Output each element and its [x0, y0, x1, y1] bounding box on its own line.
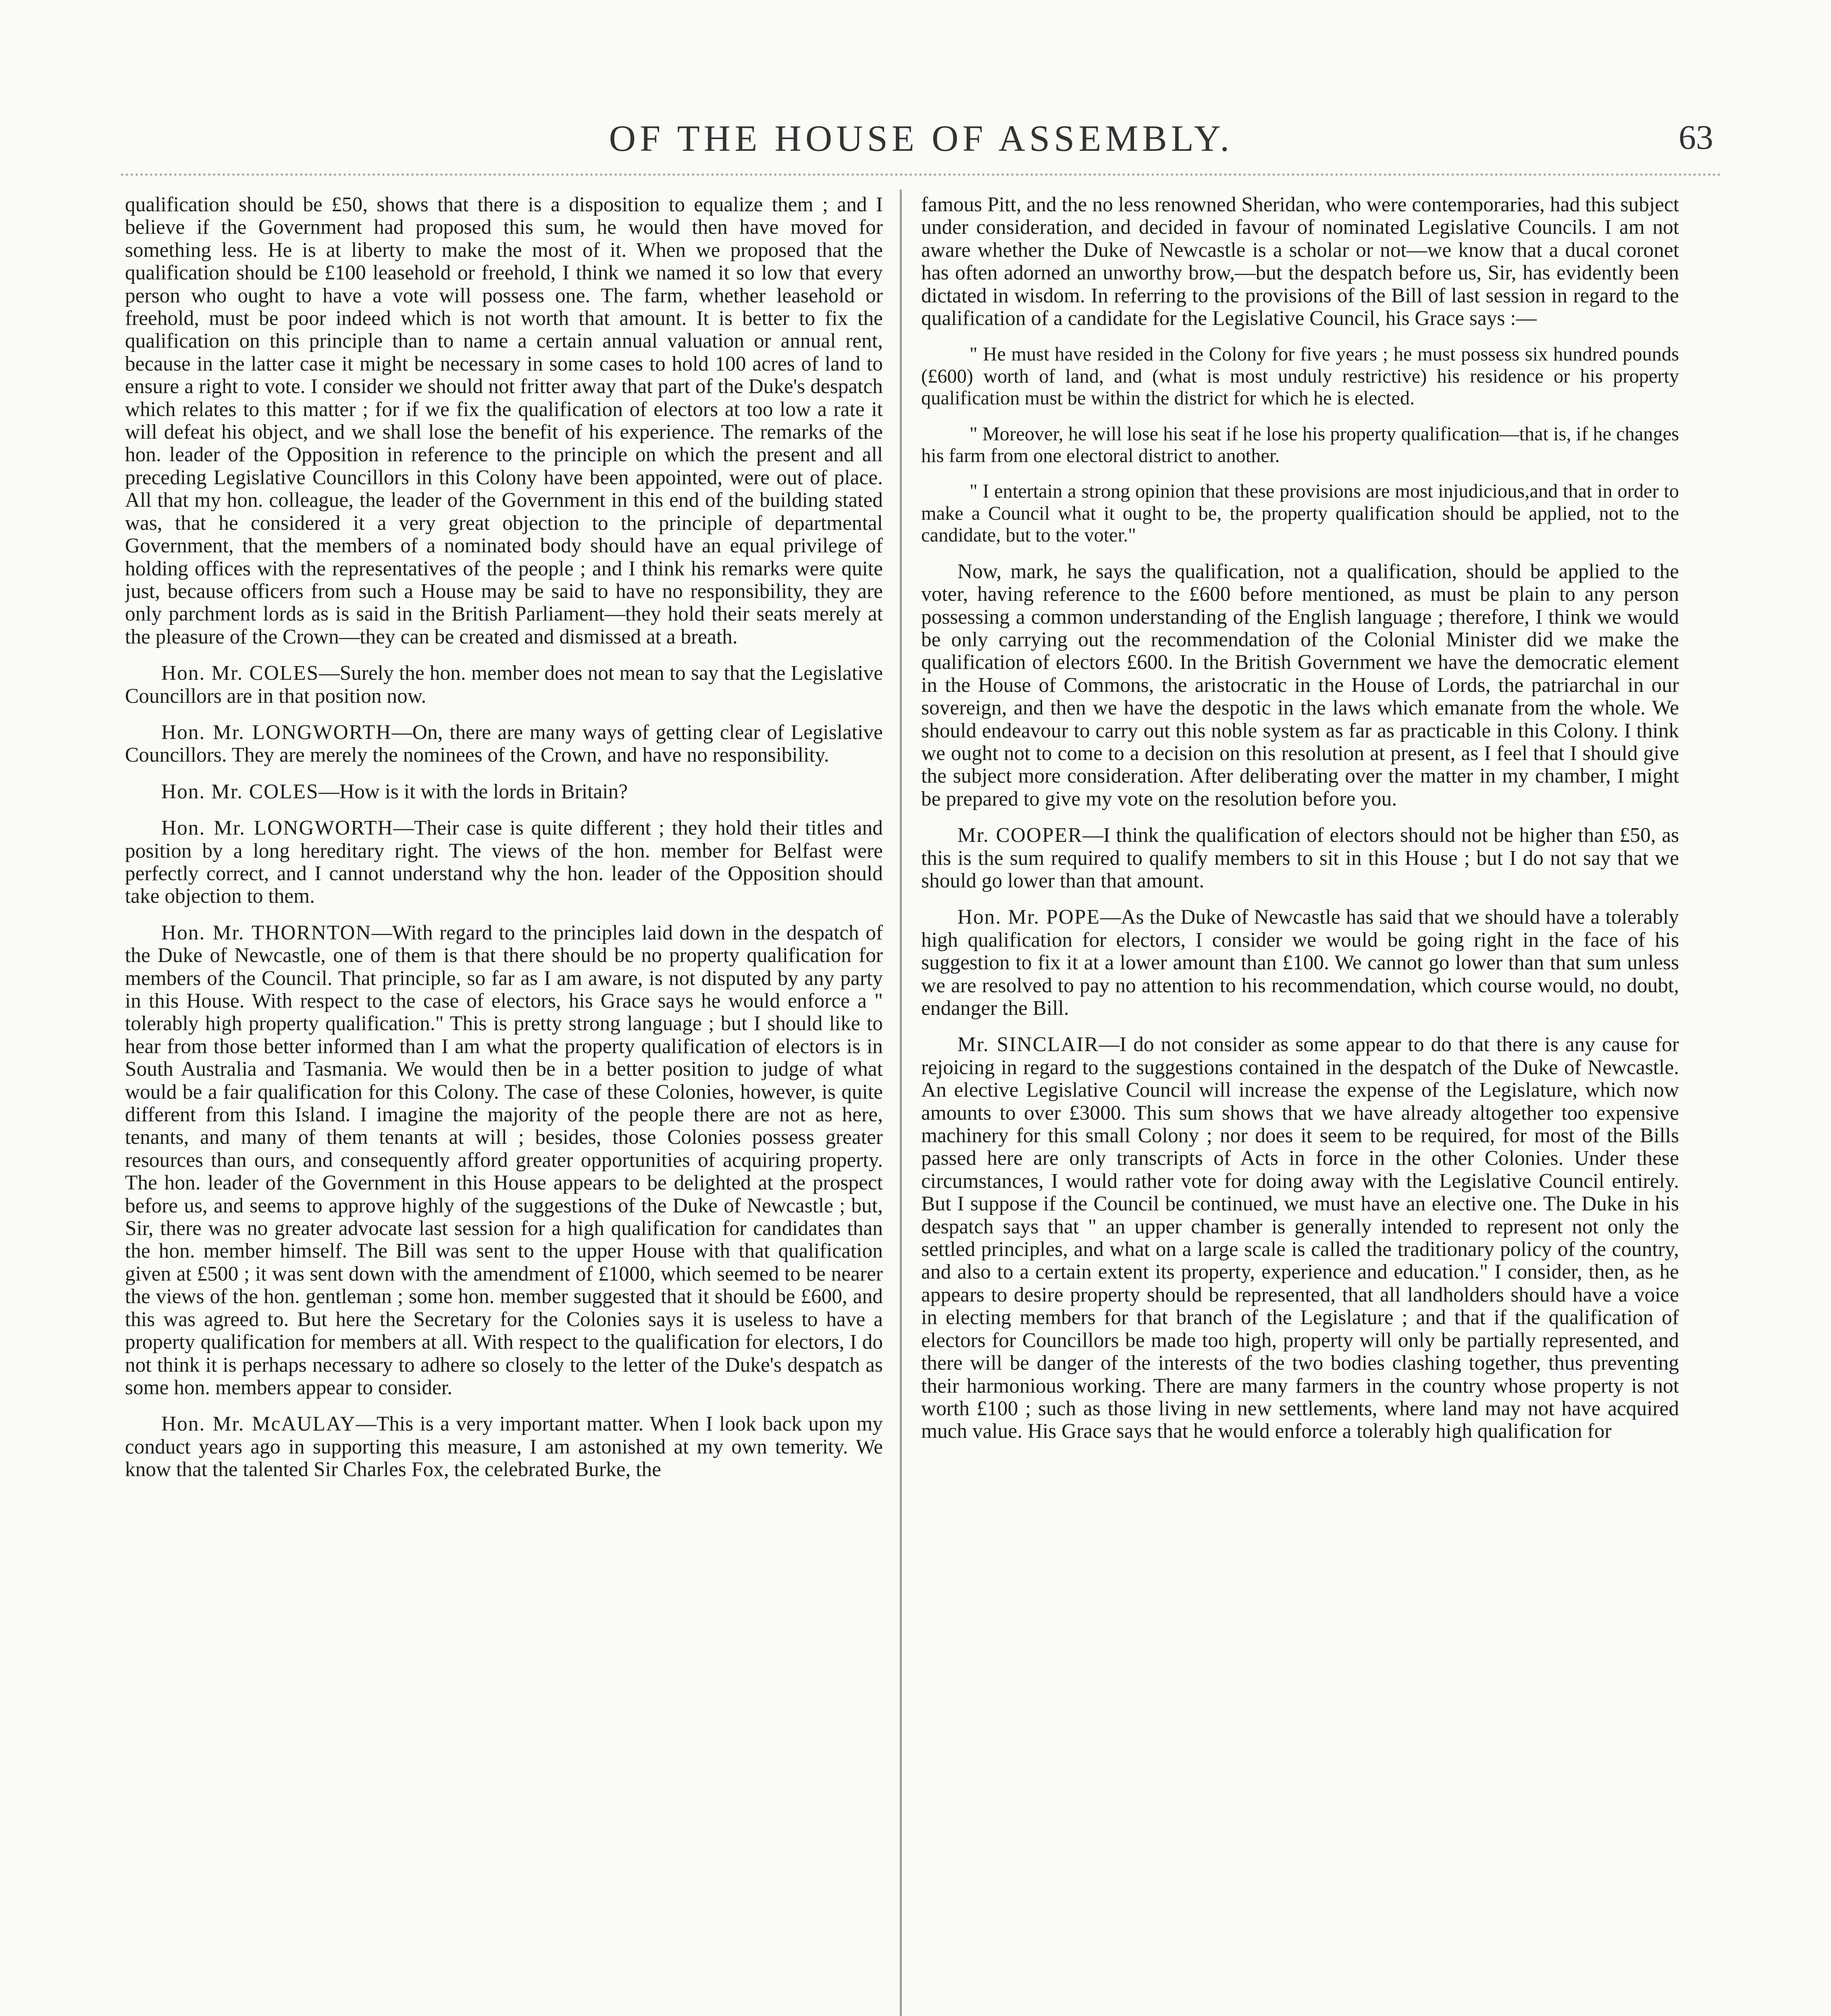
speaker-name: Hon. Mr. THORNTON [161, 921, 372, 944]
speaker-name: Hon. Mr. POPE [957, 906, 1100, 929]
paragraph-text: famous Pitt, and the no less renowned Sheridan, who were contemporaries, had this subject under consideration, and decided in favour of nominated Legislative Councils. I am not aware whether the Duke of Newcastle is a scholar or not—we know that a ducal coronet has often adorned an unworthy brow,—but the despatch before us, Sir, has evidently been dictated in wisdom. In referring to the provisions of the Bill of last session in regard to the qualification of a candidate for the Legislative Council, his Grace says :— [921, 194, 1679, 330]
paragraph-text: —On, there are many ways of getting clear of Legislative Councillors. They are merely the nominees of the Crown, and have no responsibility. [125, 721, 883, 767]
paragraph-text: —This is a very important matter. When I look back upon my conduct years ago in supporting this measure, I am astonished at my own temerity. We know that the talented Sir Charles Fox, the celebrated Burke, the [125, 1412, 883, 1481]
paragraph-text: —As the Duke of Newcastle has said that we should have a tolerably high qualification for electors, I consider we would be going right in the face of his suggestion to fix it at a lower amount than £100. We cannot go lower than that sum unless we are resolved to pay no attention to his recommendation, which course would, no doubt, endanger the Bill. [921, 906, 1679, 1020]
speaker-name: Hon. Mr. LONGWORTH [161, 721, 392, 744]
left-column [125, 194, 883, 2016]
paragraph-text: —I think the qualification of electors should not be higher than £50, as this is the sum required to qualify members to sit in this House ; but I do not say that we should go lower than that amount. [921, 824, 1679, 892]
speaker-name: Hon. Mr. LONGWORTH [161, 816, 393, 840]
paragraph [921, 1033, 1679, 1443]
paragraph-text: —Surely the hon. member does not mean to say that the Legislative Councillors are in that position now. [125, 662, 883, 708]
quoted-paragraph [921, 481, 1679, 546]
paragraph [125, 817, 883, 908]
quoted-paragraph [921, 344, 1679, 409]
paragraph [125, 721, 883, 767]
paragraph-text: Now, mark, he says the qualification, not a qualification, should be applied to the voter, having reference to the £600 before mentioned, as must be plain to any person possessing a common understanding of the English language ; therefore, I think we would be only carrying out the recommendation of the Colonial Minister did we make the qualification of electors £600. In the British Government we have the democratic element in the House of Commons, the aristocratic in the House of Lords, the patriarchal in our sovereign, and then we have the despotic in the laws which emanate from the whole. We should endeavour to carry out this noble system as far as practicable in this Colony. I think we ought not to come to a decision on this resolution at present, as I feel that I should give the subject more consideration. After deliberating over the matter in my chamber, I might be prepared to give my vote on the resolution before you. [921, 560, 1679, 810]
paragraph-text: —With regard to the principles laid down in the despatch of the Duke of Newcastle, one of them is that there should be no property qualification for members of the Council. That principle, so far as I am aware, is not disputed by any party in this House. With respect to the case of electors, his Grace says he would enforce a " tolerably high property qualification." This is pretty strong language ; but I should like to hear from those better informed than I am what the property qualification of electors is in South Australia and Tasmania. We would then be in a better position to judge of what would be a fair qualification for this Colony. The case of these Colonies, however, is quite different from this Island. I imagine the majority of the people there are not as here, tenants, and many of them tenants at will ; besides, those Colonies possess greater resources than ours, and consequently afford greater opportunities of acquiring property. The hon. leader of the Government in this House appears to be delighted at the prospect before us, and seems to approve highly of the suggestions of the Duke of Newcastle ; but, Sir, there was no greater advocate last session for a high qualification for candidates than the hon. member himself. The Bill was sent to the upper House with that qualification given at £500 ; it was sent down with the amendment of £1000, which seemed to be nearer the views of the hon. gentleman ; some hon. member suggested that it should be £600, and this was agreed to. But here the Secretary for the Colonies says it is useless to have a property qualification for members at all. With respect to the qualification for electors, I do not think it is perhaps necessary to adhere so closely to the letter of the Duke's despatch as some hon. members appear to consider. [125, 921, 883, 1399]
column-divider [900, 190, 902, 2016]
paragraph [921, 906, 1679, 1020]
paragraph-text: qualification should be £50, shows that there is a disposition to equalize them ; and I believe if the Government had proposed this sum, he would then have moved for something less. He is at liberty to make the most of it. When we proposed that the qualification should be £100 leasehold or freehold, I think we named it so low that every person who ought to have a vote will possess one. The farm, whether leasehold or freehold, must be poor indeed which is not worth that amount. It is better to fix the qualification on this principle than to name a certain annual valuation or annual rent, because in the latter case it might be necessary in some cases to hold 100 acres of land to ensure a right to vote. I consider we should not fritter away that part of the Duke's despatch which relates to this matter ; for if we fix the qualification of electors at too low a rate it will defeat his object, and we shall lose the benefit of his experience. The remarks of the hon. leader of the Opposition in reference to the principle on which the present and all preceding Legislative Councillors in this Colony have been appointed, were out of place. All that my hon. colleague, the leader of the Government in this end of the building stated was, that he considered it a very great objection to the principle of departmental Government, that the members of a nominated body should have an equal privilege of holding offices with the representatives of the people ; and I think his remarks were quite just, because officers from such a House may be said to have no responsibility, they are only parchment lords as is said in the British Parliament—they hold their seats merely at the pleasure of the Crown—they can be created and dismissed at a breath. [125, 194, 883, 648]
paragraph-text: —How is it with the lords in Britain? [318, 780, 628, 803]
speaker-name: Hon. Mr. McAULAY [161, 1412, 356, 1436]
paragraph [125, 781, 883, 803]
paragraph [125, 662, 883, 708]
paragraph-text: —Their case is quite different ; they hold their titles and position by a long hereditary right. The views of the hon. member for Belfast were perfectly correct, and I cannot understand why the hon. leader of the Opposition should take objection to them. [125, 816, 883, 908]
speaker-name: Mr. SINCLAIR [957, 1033, 1099, 1056]
right-column [921, 194, 1679, 2016]
speaker-name: Mr. COOPER [957, 824, 1083, 847]
speaker-name: Hon. Mr. COLES [161, 662, 319, 685]
paragraph-text: " I entertain a strong opinion that these provisions are most injudicious,and that in order to make a Council what it ought to be, the property qualification should be applied, not to the candidate, but to the voter." [921, 481, 1679, 546]
paragraph [125, 922, 883, 1400]
quoted-paragraph [921, 423, 1679, 467]
paragraph [125, 194, 883, 648]
paragraph-text: " He must have resided in the Colony for five years ; he must possess six hundred pounds (£600) worth of land, and (what is most unduly restrictive) his residence or his property qualification must be within the district for which he is elected. [921, 344, 1679, 409]
paragraph-text: " Moreover, he will lose his seat if he lose his property qualification—that is, if he changes his farm from one electoral district to another. [921, 423, 1679, 467]
header-rule [121, 173, 1721, 176]
paragraph [921, 194, 1679, 330]
paragraph [125, 1413, 883, 1481]
paragraph [921, 824, 1679, 892]
paragraph-text: —I do not consider as some appear to do that there is any cause for rejoicing in regard to the suggestions contained in the despatch of the Duke of Newcastle. An elective Legislative Council will increase the expense of the Legislature, which now amounts to over £3000. This sum shows that we have already altogether too expensive machinery for this small Colony ; nor does it seem to be required, for most of the Bills passed here are only transcripts of Acts in force in the other Colonies. Under these circumstances, I would rather vote for doing away with the Legislative Council entirely. But I suppose if the Council be continued, we must have an elective one. The Duke in his despatch says that " an upper chamber is generally intended to represent not only the settled principles, and what on a large scale is called the traditionary policy of the country, and also to a certain extent its property, experience and education." I consider, then, as he appears to desire property should be represented, that all landholders should have a voice in electing members for that branch of the Legislature ; and that if the qualification of electors for Councillors be made too high, property will only be partially represented, and there will be danger of the interests of the two bodies clashing together, thus preventing their harmonious working. There are many farmers in the country whose property is not worth £100 ; such as those living in new settlements, where land may not have acquired much value. His Grace says that he would enforce a tolerably high qualification for [921, 1033, 1679, 1443]
page-number: 63 [1679, 118, 1713, 156]
running-title: OF THE HOUSE OF ASSEMBLY. [609, 118, 1234, 159]
speaker-name: Hon. Mr. COLES [161, 780, 319, 803]
page-header [121, 117, 1721, 169]
paragraph [921, 560, 1679, 810]
